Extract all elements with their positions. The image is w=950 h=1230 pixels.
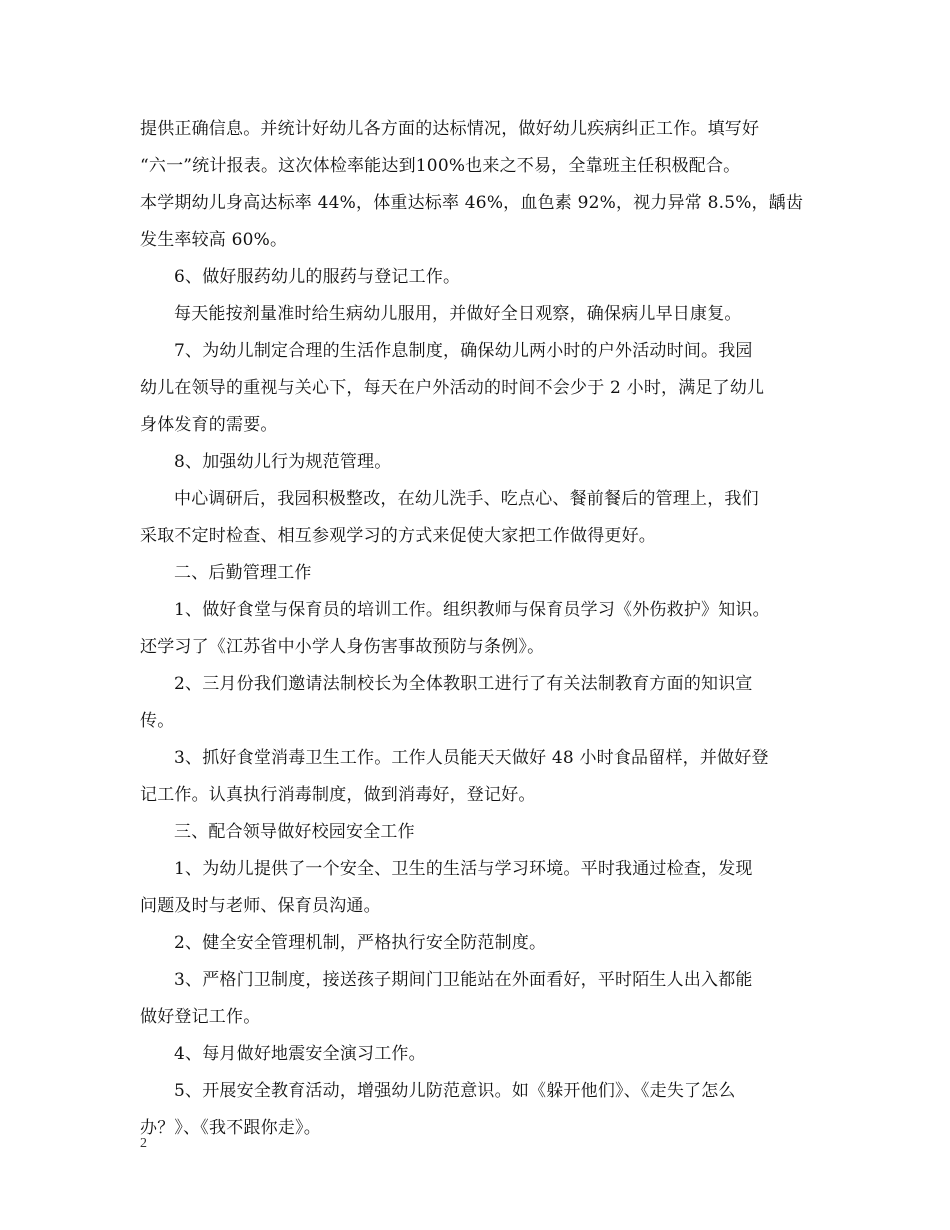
item-heading: 3、严格门卫制度，接送孩子期间门卫能站在外面看好，平时陌生人出入都能 (174, 970, 753, 990)
item-heading: 1、做好食堂与保育员的培训工作。组织教师与保育员学习《外伤救护》知识。 (174, 600, 770, 620)
item-heading: 2、三月份我们邀请法制校长为全体教职工进行了有关法制教育方面的知识宣 (174, 674, 753, 694)
paragraph-line: 采取不定时检查、相互参观学习的方式来促使大家把工作做得更好。 (140, 526, 656, 546)
item-heading: 6、做好服药幼儿的服药与登记工作。 (174, 267, 461, 287)
section-heading: 三、配合领导做好校园安全工作 (174, 822, 415, 842)
item-heading: 3、抓好食堂消毒卫生工作。工作人员能天天做好 48 小时食品留样，并做好登 (174, 748, 769, 768)
paragraph-line: 身体发育的需要。 (140, 415, 278, 435)
paragraph-line: 本学期幼儿身高达标率 44%，体重达标率 46%，血色素 92%，视力异常 8.5%，龋齿 (140, 193, 804, 213)
paragraph-line: 记工作。认真执行消毒制度，做到消毒好，登记好。 (140, 785, 536, 805)
paragraph-line: 发生率较高 60%。 (140, 230, 288, 250)
paragraph-line: 传。 (140, 711, 175, 731)
section-heading: 二、后勤管理工作 (174, 563, 312, 583)
item-heading: 7、为幼儿制定合理的生活作息制度，确保幼儿两小时的户外活动时间。我园 (174, 341, 753, 361)
paragraph-line: 中心调研后，我园积极整改，在幼儿洗手、吃点心、餐前餐后的管理上，我们 (174, 489, 759, 509)
item-heading: 5、开展安全教育活动，增强幼儿防范意识。如《躲开他们》、《走失了怎么 (174, 1081, 736, 1101)
page-number: 2 (140, 1136, 147, 1151)
paragraph-line: 办？》、《我不跟你走》。 (140, 1118, 321, 1138)
paragraph-line: “六一”统计报表。这次体检率能达到100%也来之不易，全靠班主任积极配合。 (140, 156, 741, 176)
paragraph-line: 问题及时与老师、保育员沟通。 (140, 896, 381, 916)
paragraph-line: 每天能按剂量准时给生病幼儿服用，并做好全日观察，确保病儿早日康复。 (174, 304, 742, 324)
paragraph-line: 提供正确信息。并统计好幼儿各方面的达标情况，做好幼儿疾病纠正工作。填写好 (140, 119, 760, 139)
paragraph-line: 还学习了《江苏省中小学人身伤害事故预防与条例》。 (140, 637, 545, 657)
paragraph-line: 做好登记工作。 (140, 1007, 261, 1027)
item-heading: 4、每月做好地震安全演习工作。 (174, 1044, 426, 1064)
item-heading: 1、为幼儿提供了一个安全、卫生的生活与学习环境。平时我通过检查，发现 (174, 859, 753, 879)
paragraph-line: 幼儿在领导的重视与关心下，每天在户外活动的时间不会少于 2 小时，满足了幼儿 (140, 378, 765, 398)
item-heading: 8、加强幼儿行为规范管理。 (174, 452, 392, 472)
item-heading: 2、健全安全管理机制，严格执行安全防范制度。 (174, 933, 547, 953)
